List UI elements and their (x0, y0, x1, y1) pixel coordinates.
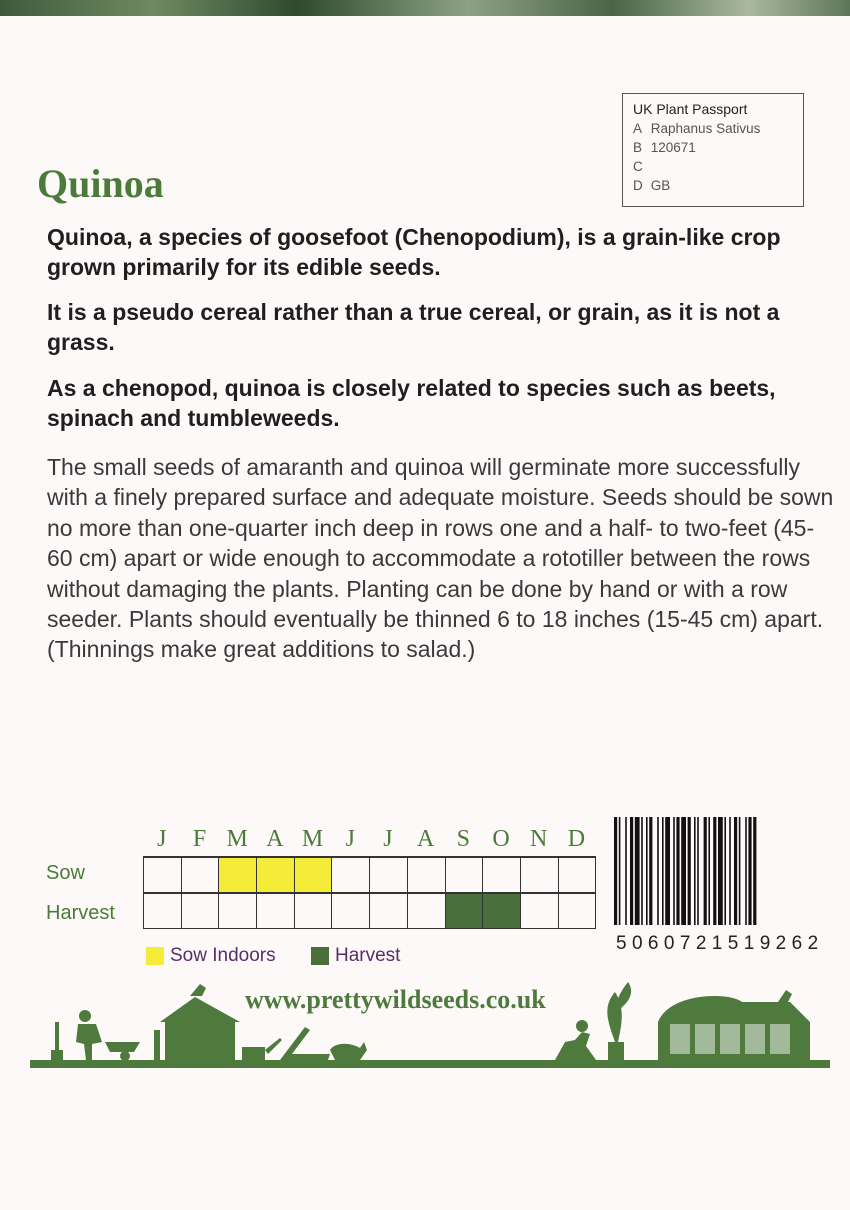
legend-harvest-label: Harvest (335, 945, 401, 966)
sow-cell-11 (521, 857, 559, 893)
intro-paragraph-1: Quinoa, a species of goosefoot (Chenopodium), is a grain-like crop grown primarily for its edible seeds. (47, 224, 781, 280)
sow-cell-10 (483, 857, 521, 893)
barcode-icon (612, 817, 826, 925)
month-feb: F (192, 826, 207, 852)
sow-cell-4 (257, 857, 295, 893)
harvest-cell-8 (408, 893, 446, 929)
passport-heading: UK Plant Passport (633, 101, 748, 117)
harvest-cell-4 (257, 893, 295, 929)
harvest-cell-1 (144, 893, 182, 929)
harvest-cell-10 (483, 893, 521, 929)
barcode-number: 5060721519262 (616, 933, 824, 954)
sow-calendar-row (143, 856, 596, 893)
legend-harvest (311, 945, 400, 967)
harvest-cell-2 (182, 893, 220, 929)
harvest-cell-9 (446, 893, 484, 929)
harvest-cell-3 (219, 893, 257, 929)
sow-cell-1 (144, 857, 182, 893)
passport-row-d: D GB (633, 178, 671, 193)
month-oct: O (492, 826, 510, 852)
month-jul: J (383, 826, 393, 852)
intro-paragraph-3: As a chenopod, quinoa is closely related to species such as beets, spinach and tumbleweeds. (47, 375, 776, 431)
harvest-cell-5 (295, 893, 333, 929)
month-sep: S (456, 826, 471, 852)
sow-cell-9 (446, 857, 484, 893)
month-aug: A (416, 826, 435, 852)
website-link[interactable]: www.prettywildseeds.co.uk (245, 985, 546, 1014)
month-jan: J (157, 826, 167, 852)
sow-swatch (146, 947, 164, 965)
passport-row-b: B 120671 (633, 140, 696, 155)
top-photo-band (0, 0, 850, 16)
month-jun: J (345, 826, 355, 852)
sow-cell-2 (182, 857, 220, 893)
harvest-calendar-row (143, 893, 596, 929)
sow-cell-5 (295, 857, 333, 893)
harvest-cell-12 (559, 893, 597, 929)
plant-passport-box (622, 93, 804, 207)
sow-cell-12 (559, 857, 597, 893)
garden-silhouette-icon (30, 972, 830, 1072)
calendar-months (143, 826, 595, 853)
sow-cell-6 (332, 857, 370, 893)
harvest-row-label: Harvest (46, 902, 115, 924)
month-apr: A (266, 826, 284, 852)
intro-paragraph-2: It is a pseudo cereal rather than a true cereal, or grain, as it is not a grass. (47, 299, 780, 355)
legend-sow-label: Sow Indoors (170, 945, 276, 966)
harvest-swatch (311, 947, 329, 965)
month-dec: D (567, 826, 586, 852)
passport-row-a: A Raphanus Sativus (633, 121, 761, 136)
passport-row-c: C (633, 159, 643, 174)
month-mar: M (226, 826, 248, 852)
legend-sow-indoors (146, 945, 276, 967)
month-may: M (301, 826, 324, 852)
month-nov: N (530, 826, 548, 852)
growing-instructions: The small seeds of amaranth and quinoa will germinate more successfully with a finely prepared surface and adequate moisture. Seeds should be sown no more than one-quarter inch deep in rows one and a half- to two-feet (45-60 cm) apart or wide enough to accommodate a rototiller between the rows without damaging the plants. Planting can be done by hand or with a row seeder. Plants should eventually be thinned 6 to 18 inches (15-45 cm) apart. (Thinnings make great additions to salad.) (47, 454, 834, 663)
harvest-cell-6 (332, 893, 370, 929)
sow-row-label: Sow (46, 862, 85, 884)
product-title: Quinoa (37, 161, 164, 206)
harvest-cell-11 (521, 893, 559, 929)
sow-cell-3 (219, 857, 257, 893)
harvest-cell-7 (370, 893, 408, 929)
sow-cell-7 (370, 857, 408, 893)
sow-cell-8 (408, 857, 446, 893)
